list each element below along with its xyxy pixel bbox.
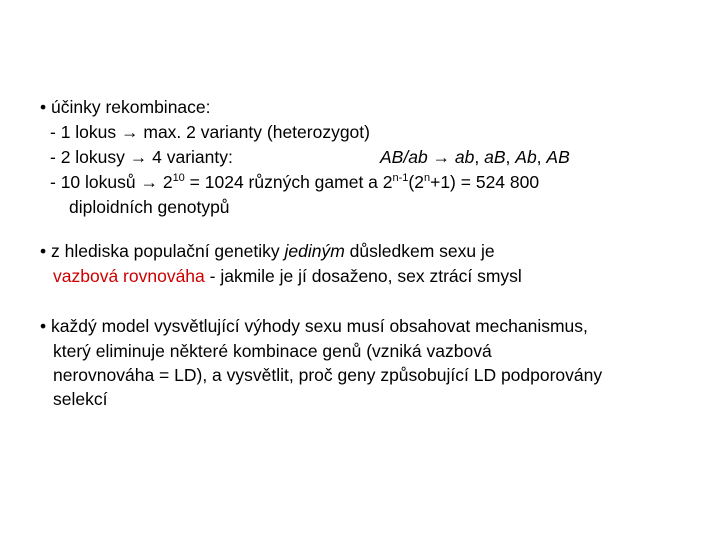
two-loci-example bbox=[380, 146, 570, 168]
example-arrow: → bbox=[427, 147, 455, 167]
ten-loci-part-c: (2 bbox=[408, 172, 424, 192]
popgen-continuation-rest: - jakmile je jí dosaženo, sex ztrácí smysl bbox=[204, 266, 522, 286]
sex-model-line-3: nerovnováha = LD), a vysvětlit, proč geny způsobující LD podporovány bbox=[53, 365, 603, 385]
ten-loci-part-d: +1) = 524 800 bbox=[430, 172, 540, 192]
recombination-ten-loci bbox=[50, 171, 539, 193]
formula-exponent-n: n bbox=[423, 172, 431, 184]
bullet-recombination-heading-text: • účinky rekombinace: bbox=[40, 97, 211, 117]
example-Ab: Ab bbox=[515, 147, 537, 167]
popgen-italic-word: jediným bbox=[284, 241, 345, 261]
formula-exponent-n-1: n-1 bbox=[392, 172, 409, 184]
example-ab: ab bbox=[454, 147, 475, 167]
sex-model-line-4-row bbox=[53, 388, 107, 410]
bullet-sex-model bbox=[40, 315, 588, 337]
popgen-text-start: • z hlediska populační genetiky bbox=[40, 241, 285, 261]
ten-loci-part-b: = 1024 různých gamet a 2 bbox=[184, 172, 393, 192]
example-aB: aB bbox=[484, 147, 506, 167]
ten-loci-exponent: 10 bbox=[172, 172, 185, 184]
two-loci-label: - 2 lokusy → 4 varianty: bbox=[50, 147, 233, 167]
popgen-text-end: důsledkem sexu je bbox=[344, 241, 495, 261]
sex-model-line-1: • každý model vysvětlující výhody sexu musí obsahovat mechanismus, bbox=[40, 316, 588, 336]
recombination-one-locus-text: - 1 lokus → max. 2 varianty (heterozygot) bbox=[50, 122, 370, 142]
example-comma-2: , bbox=[505, 147, 516, 167]
linkage-equilibrium-highlight: vazbová rovnováha bbox=[53, 266, 205, 286]
recombination-genotypes bbox=[69, 196, 230, 218]
example-ab-parent: AB/ab bbox=[380, 147, 428, 167]
sex-model-line-3-row bbox=[53, 364, 602, 386]
sex-model-line-2-row bbox=[53, 340, 492, 362]
genotypes-text: diploidních genotypů bbox=[69, 197, 230, 217]
bullet-recombination-heading bbox=[40, 96, 211, 118]
recombination-one-locus bbox=[50, 121, 370, 143]
example-comma-3: , bbox=[536, 147, 547, 167]
popgen-continuation bbox=[53, 265, 522, 287]
bullet-population-genetics bbox=[40, 240, 495, 262]
sex-model-line-2: který eliminuje některé kombinace genů (vzniká vazbová bbox=[53, 341, 492, 361]
example-AB: AB bbox=[546, 147, 570, 167]
sex-model-line-4: selekcí bbox=[53, 389, 108, 409]
recombination-two-loci bbox=[50, 146, 570, 168]
example-comma-1: , bbox=[474, 147, 485, 167]
ten-loci-part-a: - 10 lokusů → 2 bbox=[50, 172, 173, 192]
